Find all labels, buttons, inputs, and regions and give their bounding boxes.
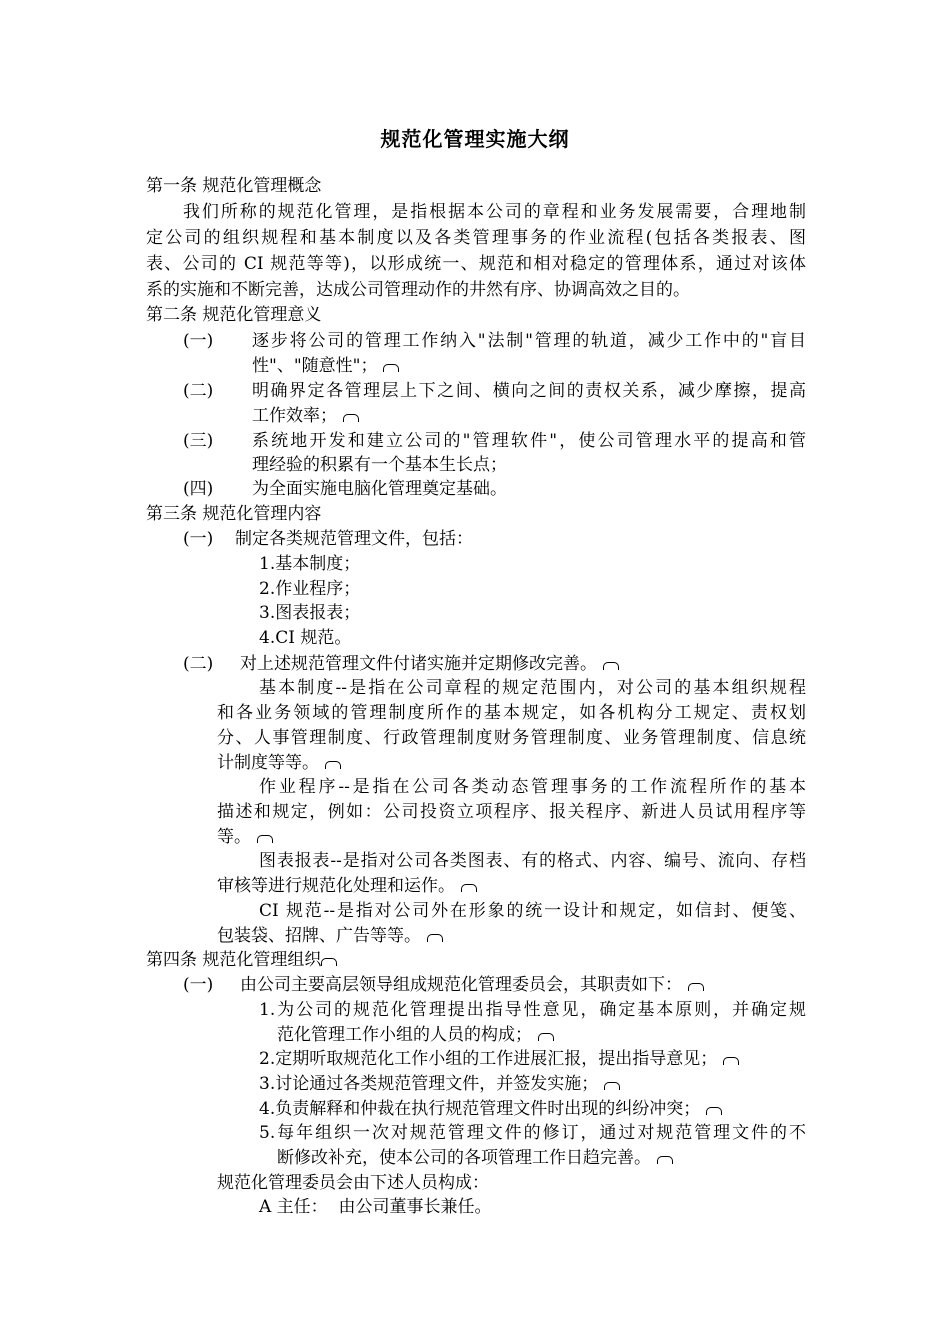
list-number: (一) (183, 975, 214, 995)
list-number: (二) (183, 381, 214, 401)
sub-item: 3.图表报表； (259, 603, 361, 623)
definition-line: CI 规范--是指对公司外在形象的统一设计和规定，如信封、便笺、 (259, 901, 806, 921)
list-item-text: 理经验的积累有一个基本生长点； (252, 455, 507, 475)
paragraph-mark-icon (321, 958, 337, 966)
list-number: (四) (183, 479, 214, 499)
duty-line: 4.负责解释和仲裁在执行规范管理文件时出现的纠纷冲突； (259, 1099, 701, 1119)
duty-line-end (277, 1022, 554, 1048)
list-item-text: 明确界定各管理层上下之间、横向之间的责权关系，减少摩擦，提高 (252, 381, 806, 401)
definition-line: 等。 (217, 827, 251, 847)
section-1-paragraph-line: 表、公司的 CI 规范等等)，以形成统一、规范和相对稳定的管理体系，通过对该体 (146, 254, 806, 274)
list-item-text-cont (240, 972, 704, 998)
list-item-text: 性"、"随意性"； (252, 356, 378, 376)
definition-line: 审核等进行规范化处理和运作。 (217, 876, 455, 896)
list-item-text: 由公司主要高层领导组成规范化管理委员会，其职责如下： (240, 975, 682, 995)
list-item-text: 对上述规范管理文件付诸实施并定期修改完善。 (240, 654, 597, 674)
definition-line: 描述和规定，例如：公司投资立项程序、报关程序、新进人员试用程序等 (217, 802, 806, 822)
section-4-heading: 第四条 规范化管理组织 (146, 950, 322, 970)
duty-line-end (259, 1046, 739, 1072)
list-item-text: 工作效率； (252, 406, 337, 426)
sub-item: 4.CI 规范。 (259, 628, 352, 648)
list-item-text-cont (252, 353, 399, 379)
paragraph-mark-icon (688, 983, 704, 991)
paragraph-mark-icon (383, 364, 399, 372)
list-number: (二) (183, 654, 214, 674)
paragraph-mark-icon (657, 1156, 673, 1164)
chair-line: A 主任： 由公司董事长兼任。 (259, 1197, 492, 1217)
list-number: (一) (183, 331, 214, 351)
section-4-heading-row (146, 947, 337, 973)
paragraph-mark-icon (427, 934, 443, 942)
definition-line-end (217, 873, 477, 899)
sub-item: 2.作业程序； (259, 579, 361, 599)
definition-line: 计制度等等。 (217, 753, 319, 773)
definition-line: 基本制度--是指在公司章程的规定范围内，对公司的基本组织规程 (259, 678, 806, 698)
definition-line: 包装袋、招牌、广告等等。 (217, 926, 421, 946)
list-item-text: 为全面实施电脑化管理奠定基础。 (252, 479, 507, 499)
section-1-paragraph-line: 定公司的组织规程和基本制度以及各类管理事务的作业流程(包括各类报表、图 (146, 228, 806, 248)
definition-line-end (217, 923, 443, 949)
section-1-paragraph-line: 系的实施和不断完善，达成公司管理动作的井然有序、协调高效之目的。 (146, 280, 690, 300)
paragraph-mark-icon (325, 761, 341, 769)
definition-line: 和各业务领域的管理制度所作的基本规定，如各机构分工规定、责权划 (217, 703, 806, 723)
duty-line: 范化管理工作小组的人员的构成； (277, 1025, 532, 1045)
duty-line: 3.讨论通过各类规范管理文件，并签发实施； (259, 1074, 599, 1094)
list-item-text-cont (252, 403, 359, 429)
paragraph-mark-icon (343, 414, 359, 422)
definition-line: 图表报表--是指对公司各类图表、有的格式、内容、编号、流向、存档 (259, 851, 806, 871)
duty-line: 1.为公司的规范化管理提出指导性意见，确定基本原则，并确定规 (259, 1000, 806, 1020)
section-2-heading: 第二条 规范化管理意义 (146, 305, 322, 325)
paragraph-mark-icon (604, 1082, 620, 1090)
duty-line-end (259, 1071, 620, 1097)
list-item-text: 逐步将公司的管理工作纳入"法制"管理的轨道，减少工作中的"盲目 (252, 331, 806, 351)
duty-line: 断修改补充，使本公司的各项管理工作日趋完善。 (277, 1148, 651, 1168)
list-item-text: 制定各类规范管理文件，包括： (235, 529, 473, 549)
list-number: (三) (183, 431, 214, 451)
paragraph-mark-icon (257, 835, 273, 843)
definition-line-end (217, 824, 273, 850)
page-title: 规范化管理实施大纲 (380, 127, 570, 151)
paragraph-mark-icon (461, 884, 477, 892)
paragraph-mark-icon (723, 1057, 739, 1065)
definition-line: 作业程序--是指在公司各类动态管理事务的工作流程所作的基本 (259, 777, 806, 797)
list-item-text: 系统地开发和建立公司的"管理软件"，使公司管理水平的提高和管 (252, 431, 806, 451)
duty-line: 5.每年组织一次对规范管理文件的修订，通过对规范管理文件的不 (259, 1123, 806, 1143)
duty-line-end (259, 1096, 722, 1122)
sub-item: 1.基本制度； (259, 554, 361, 574)
duty-line-end (277, 1145, 673, 1171)
list-item-text-cont (240, 651, 619, 677)
definition-line: 分、人事管理制度、行政管理制度财务管理制度、业务管理制度、信息统 (217, 728, 806, 748)
paragraph-mark-icon (706, 1107, 722, 1115)
paragraph-mark-icon (603, 662, 619, 670)
section-1-paragraph-line: 我们所称的规范化管理，是指根据本公司的章程和业务发展需要，合理地制 (183, 202, 806, 222)
duty-line: 2.定期听取规范化工作小组的工作进展汇报，提出指导意见； (259, 1049, 718, 1069)
section-3-heading: 第三条 规范化管理内容 (146, 504, 322, 524)
composition-line: 规范化管理委员会由下述人员构成： (217, 1173, 489, 1193)
list-number: (一) (183, 529, 214, 549)
paragraph-mark-icon (538, 1033, 554, 1041)
section-1-heading: 第一条 规范化管理概念 (146, 176, 322, 196)
definition-line-end (217, 750, 341, 776)
